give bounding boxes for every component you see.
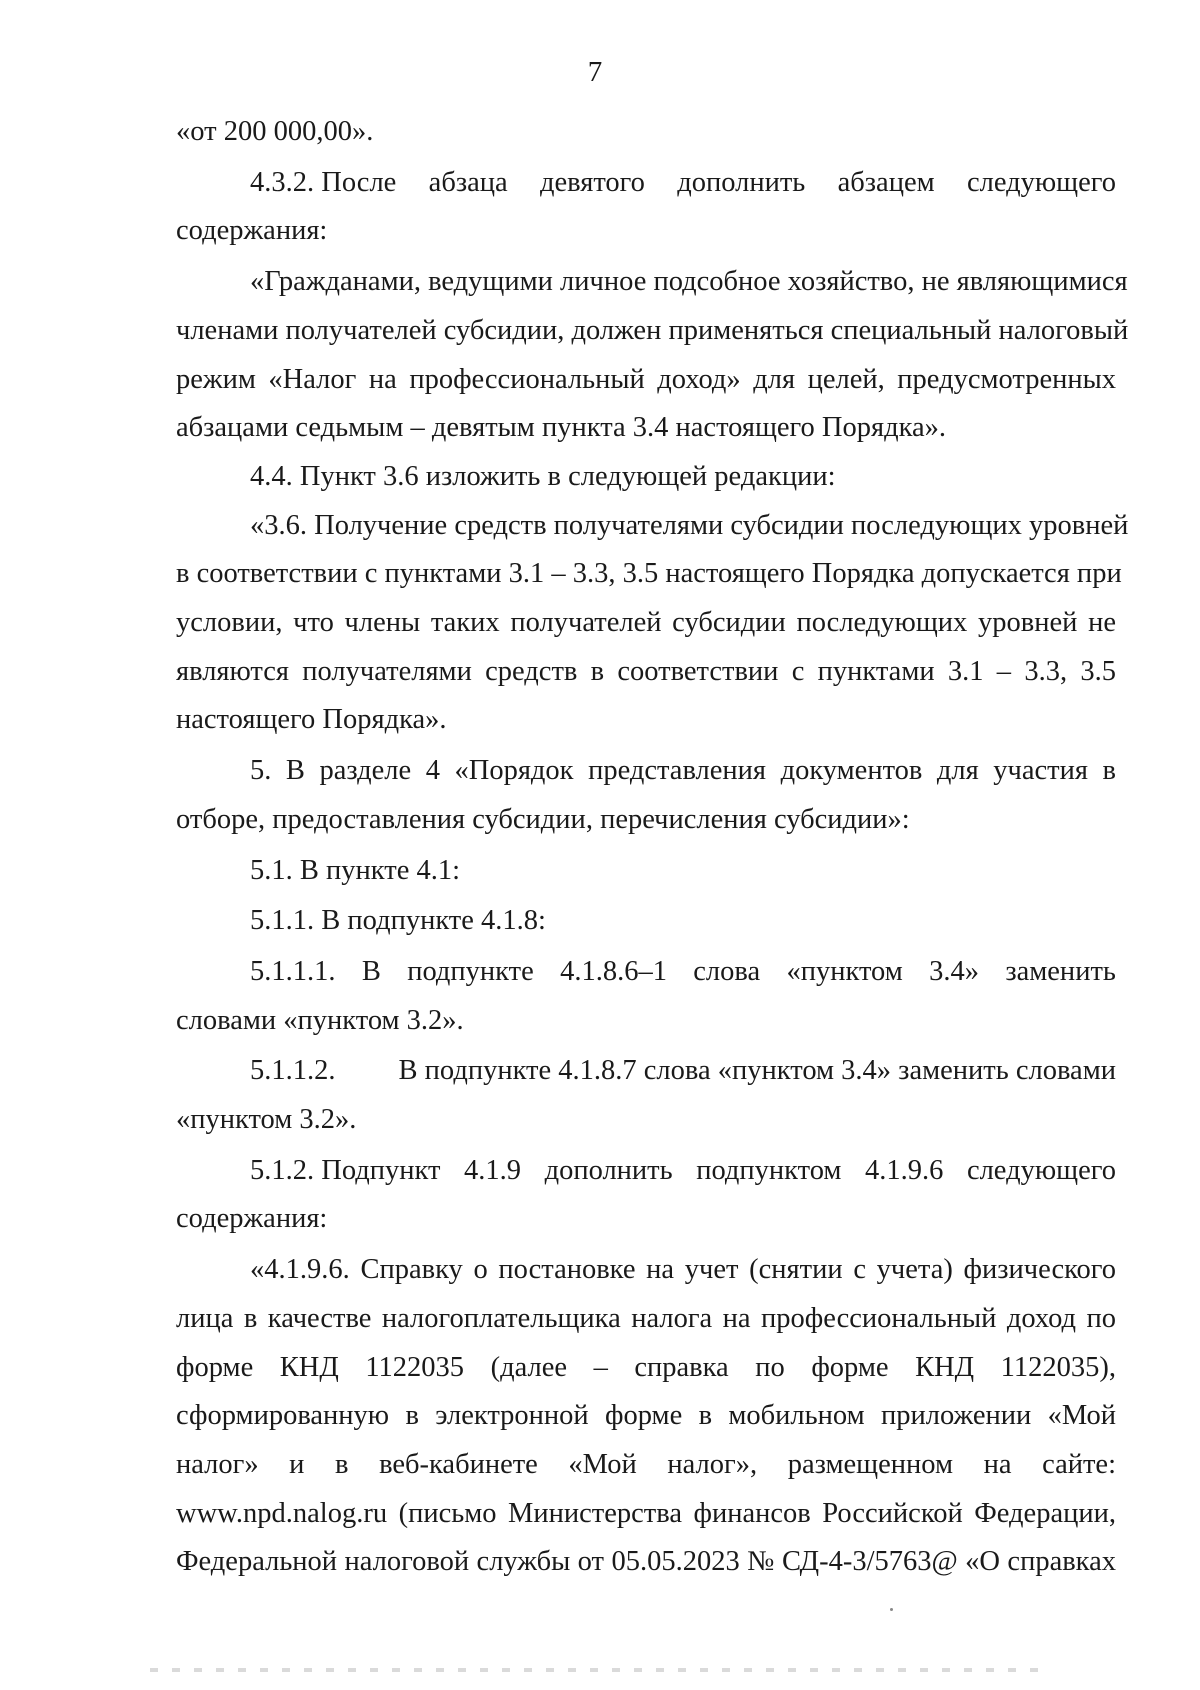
word: подпункте <box>407 955 534 987</box>
word: подпунктом <box>696 1154 842 1186</box>
paragraph-4-3-2 <box>176 159 1116 208</box>
word: 4.1.9 <box>464 1154 522 1186</box>
paragraph-4-4: 4.4. Пункт 3.6 изложить в следующей редакции: <box>250 460 836 492</box>
paragraph-5-1: 5.1. В пункте 4.1: <box>250 854 461 886</box>
paragraph-5-1-1-2 <box>176 1047 1116 1096</box>
text-line: являются получателями средств в соответствии с пунктами 3.1 – 3.3, 3.5 <box>176 655 1116 687</box>
scan-artifact <box>150 1668 1050 1672</box>
word: В подпункте 4.1.8.7 слова «пунктом 3.4» заменить словами <box>398 1055 1116 1087</box>
text-line: содержания: <box>176 215 328 247</box>
text-line: «3.6. Получение средств получателями субсидии последующих уровней <box>250 509 1129 541</box>
word: следующего <box>966 1154 1116 1186</box>
word: 3.4» <box>929 955 979 987</box>
paragraph-5-1-1: 5.1.1. В подпункте 4.1.8: <box>250 905 546 937</box>
text-line: лица в качестве налогоплательщика налога на профессиональный доход по <box>176 1302 1116 1334</box>
quote-paragraph-3 <box>176 1246 1116 1587</box>
text-line: словами «пунктом 3.2». <box>176 1004 464 1036</box>
text-line: абзацами седьмым – девятым пункта 3.4 настоящего Порядка». <box>176 412 947 444</box>
text-line: содержания: <box>176 1203 328 1235</box>
word: заменить <box>1005 955 1116 987</box>
text-line: «пунктом 3.2». <box>176 1104 357 1136</box>
text-line: членами получателей субсидии, должен применяться специальный налоговый <box>176 314 1129 346</box>
word: 4.1.8.6–1 <box>560 955 667 987</box>
word: В <box>361 955 381 987</box>
text-line: «от 200 000,00». <box>176 116 374 147</box>
text-line: 5. В разделе 4 «Порядок представления документов для участия в <box>250 755 1116 787</box>
text-line: режим «Налог на профессиональный доход» для целей, предусмотренных <box>176 363 1116 395</box>
quote-paragraph-2 <box>176 502 1129 746</box>
document-body <box>176 108 1129 1587</box>
text-line: условии, что члены таких получателей субсидии последующих уровней не <box>176 607 1116 639</box>
word: слова <box>693 955 761 987</box>
word: «пунктом <box>786 955 903 987</box>
text-line: «Гражданами, ведущими личное подсобное хозяйство, не являющимися <box>250 266 1128 298</box>
word: следующего <box>966 166 1116 198</box>
word: абзаца <box>428 166 508 198</box>
paragraph-5 <box>176 747 1116 844</box>
quote-paragraph-1 <box>176 258 1129 453</box>
paragraph-5-1-1-1 <box>176 948 1116 997</box>
text-line: «4.1.9.6. Справку о постановке на учет (снятии с учета) физического <box>250 1254 1116 1286</box>
word: девятого <box>539 166 645 198</box>
text-line: www.npd.nalog.ru (письмо Министерства финансов Российской Федерации, <box>176 1497 1116 1529</box>
text-line: форме КНД 1122035 (далее – справка по форме КНД 1122035), <box>176 1351 1116 1383</box>
word: абзацем <box>837 166 935 198</box>
word: 5.1.1.2. <box>250 1055 336 1087</box>
text-line: Федеральной налоговой службы от 05.05.2023 № СД-4-3/5763@ «О справках <box>176 1546 1116 1578</box>
scan-artifact <box>890 1608 893 1611</box>
text-line: настоящего Порядка». <box>176 704 447 736</box>
text-line: налог» и в веб-кабинете «Мой налог», размещенном на сайте: <box>176 1448 1116 1480</box>
text-line: в соответствии с пунктами 3.1 – 3.3, 3.5 настоящего Порядка допускается при <box>176 558 1122 590</box>
word: 5.1.1.1. <box>250 955 336 987</box>
word: дополнить <box>677 166 806 198</box>
word: 4.3.2. После <box>250 166 397 198</box>
paragraph-5-1-2 <box>176 1147 1116 1196</box>
page-number: 7 <box>587 56 603 88</box>
text-line: сформированную в электронной форме в мобильном приложении «Мой <box>176 1400 1116 1432</box>
word: дополнить <box>544 1154 673 1186</box>
word: 5.1.2. Подпункт <box>250 1154 441 1186</box>
text-line: отборе, предоставления субсидии, перечисления субсидии»: <box>176 803 910 835</box>
word: 4.1.9.6 <box>865 1154 944 1186</box>
